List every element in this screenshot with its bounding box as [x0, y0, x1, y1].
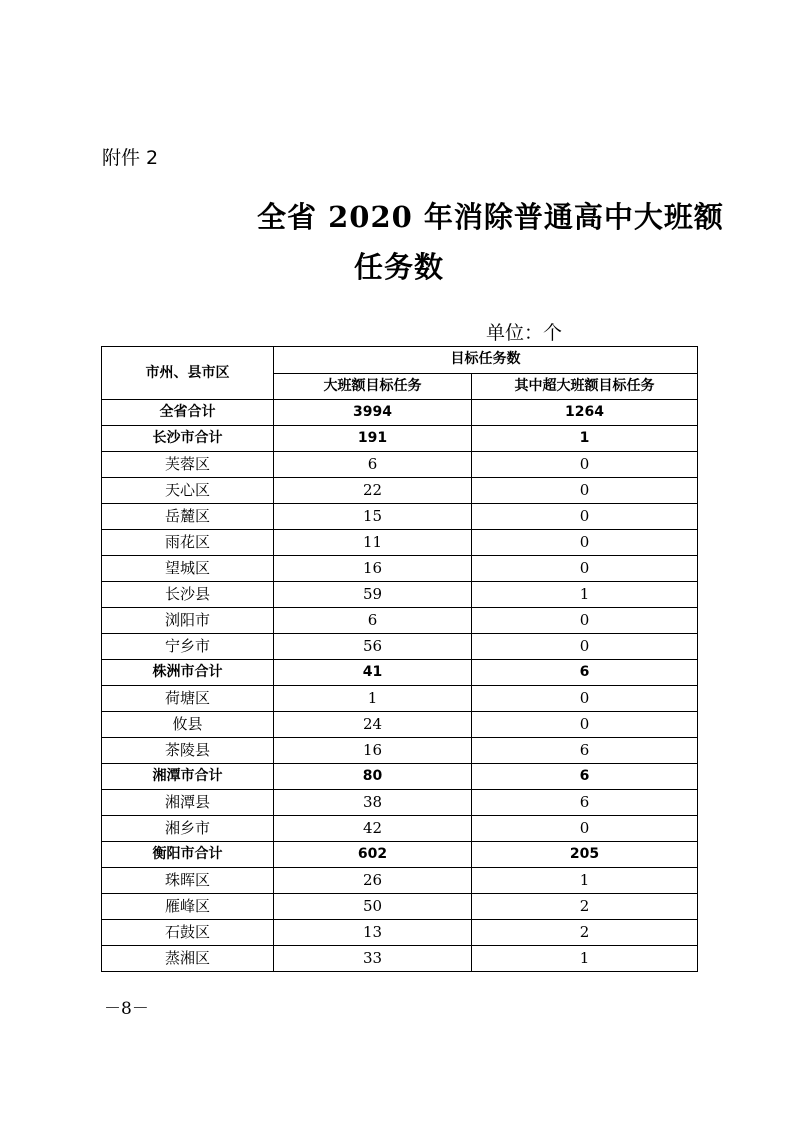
- large-class-target-cell: 11: [274, 530, 472, 556]
- super-large-class-target-cell: 2: [472, 894, 698, 920]
- large-class-target-cell: 1: [274, 686, 472, 712]
- table-row: [102, 556, 698, 582]
- table-row: [102, 790, 698, 816]
- region-cell: 全省合计: [102, 400, 274, 426]
- super-large-class-target-cell: 0: [472, 608, 698, 634]
- large-class-target-cell: 191: [274, 426, 472, 452]
- region-cell: 攸县: [102, 712, 274, 738]
- large-class-target-cell: 3994: [274, 400, 472, 426]
- large-class-target-cell: 13: [274, 920, 472, 946]
- attachment-label: 附件 2: [102, 147, 159, 169]
- table-row: [102, 816, 698, 842]
- region-cell: 蒸湘区: [102, 946, 274, 972]
- large-class-target-cell: 16: [274, 556, 472, 582]
- super-large-class-target-cell: 0: [472, 712, 698, 738]
- large-class-target-cell: 56: [274, 634, 472, 660]
- large-class-target-cell: 22: [274, 478, 472, 504]
- region-cell: 望城区: [102, 556, 274, 582]
- large-class-target-cell: 26: [274, 868, 472, 894]
- super-large-class-target-cell: 1: [472, 582, 698, 608]
- large-class-target-cell: 38: [274, 790, 472, 816]
- region-cell: 珠晖区: [102, 868, 274, 894]
- region-cell: 天心区: [102, 478, 274, 504]
- header-super-large-class-target: 其中超大班额目标任务: [472, 373, 698, 400]
- large-class-target-cell: 59: [274, 582, 472, 608]
- page-number: －8－: [104, 999, 149, 1019]
- large-class-target-cell: 6: [274, 608, 472, 634]
- table-row: [102, 946, 698, 972]
- table-row: [102, 842, 698, 868]
- region-cell: 长沙县: [102, 582, 274, 608]
- region-cell: 湘潭市合计: [102, 764, 274, 790]
- table-row: [102, 582, 698, 608]
- header-region: 市州、县市区: [102, 347, 274, 400]
- table-row: [102, 686, 698, 712]
- region-cell: 宁乡市: [102, 634, 274, 660]
- unit-label: 单位：个: [486, 322, 563, 344]
- region-cell: 芙蓉区: [102, 452, 274, 478]
- table-row: [102, 478, 698, 504]
- region-cell: 衡阳市合计: [102, 842, 274, 868]
- super-large-class-target-cell: 2: [472, 920, 698, 946]
- region-cell: 茶陵县: [102, 738, 274, 764]
- region-cell: 湘乡市: [102, 816, 274, 842]
- table-row: [102, 894, 698, 920]
- header-large-class-target: 大班额目标任务: [274, 373, 472, 400]
- table-row: [102, 530, 698, 556]
- table-row: [102, 504, 698, 530]
- super-large-class-target-cell: 6: [472, 738, 698, 764]
- super-large-class-target-cell: 0: [472, 556, 698, 582]
- region-cell: 雨花区: [102, 530, 274, 556]
- table-row: [102, 868, 698, 894]
- region-cell: 浏阳市: [102, 608, 274, 634]
- large-class-target-cell: 15: [274, 504, 472, 530]
- super-large-class-target-cell: 6: [472, 660, 698, 686]
- super-large-class-target-cell: 1: [472, 868, 698, 894]
- table-row: [102, 608, 698, 634]
- table-row: [102, 712, 698, 738]
- region-cell: 雁峰区: [102, 894, 274, 920]
- super-large-class-target-cell: 0: [472, 634, 698, 660]
- region-cell: 湘潭县: [102, 790, 274, 816]
- super-large-class-target-cell: 0: [472, 452, 698, 478]
- super-large-class-target-cell: 1: [472, 426, 698, 452]
- large-class-target-cell: 16: [274, 738, 472, 764]
- table-row: [102, 764, 698, 790]
- document-title-line2: 任务数: [354, 250, 445, 284]
- region-cell: 岳麓区: [102, 504, 274, 530]
- large-class-target-cell: 602: [274, 842, 472, 868]
- large-class-target-cell: 33: [274, 946, 472, 972]
- table-row: [102, 920, 698, 946]
- task-table: [101, 346, 698, 972]
- table-row: [102, 660, 698, 686]
- large-class-target-cell: 24: [274, 712, 472, 738]
- super-large-class-target-cell: 0: [472, 816, 698, 842]
- super-large-class-target-cell: 6: [472, 790, 698, 816]
- large-class-target-cell: 50: [274, 894, 472, 920]
- super-large-class-target-cell: 1264: [472, 400, 698, 426]
- region-cell: 株洲市合计: [102, 660, 274, 686]
- region-cell: 荷塘区: [102, 686, 274, 712]
- header-target-tasks: 目标任务数: [274, 347, 698, 374]
- super-large-class-target-cell: 1: [472, 946, 698, 972]
- table-row: [102, 452, 698, 478]
- table-row: [102, 738, 698, 764]
- super-large-class-target-cell: 0: [472, 530, 698, 556]
- super-large-class-target-cell: 0: [472, 478, 698, 504]
- super-large-class-target-cell: 6: [472, 764, 698, 790]
- table-row: [102, 400, 698, 426]
- large-class-target-cell: 42: [274, 816, 472, 842]
- large-class-target-cell: 80: [274, 764, 472, 790]
- super-large-class-target-cell: 0: [472, 686, 698, 712]
- large-class-target-cell: 6: [274, 452, 472, 478]
- table-row: [102, 426, 698, 452]
- super-large-class-target-cell: 0: [472, 504, 698, 530]
- table-row: [102, 634, 698, 660]
- region-cell: 长沙市合计: [102, 426, 274, 452]
- document-title-line1: 全省 2020 年消除普通高中大班额: [257, 200, 724, 234]
- region-cell: 石鼓区: [102, 920, 274, 946]
- table-body: [102, 400, 698, 972]
- super-large-class-target-cell: 205: [472, 842, 698, 868]
- large-class-target-cell: 41: [274, 660, 472, 686]
